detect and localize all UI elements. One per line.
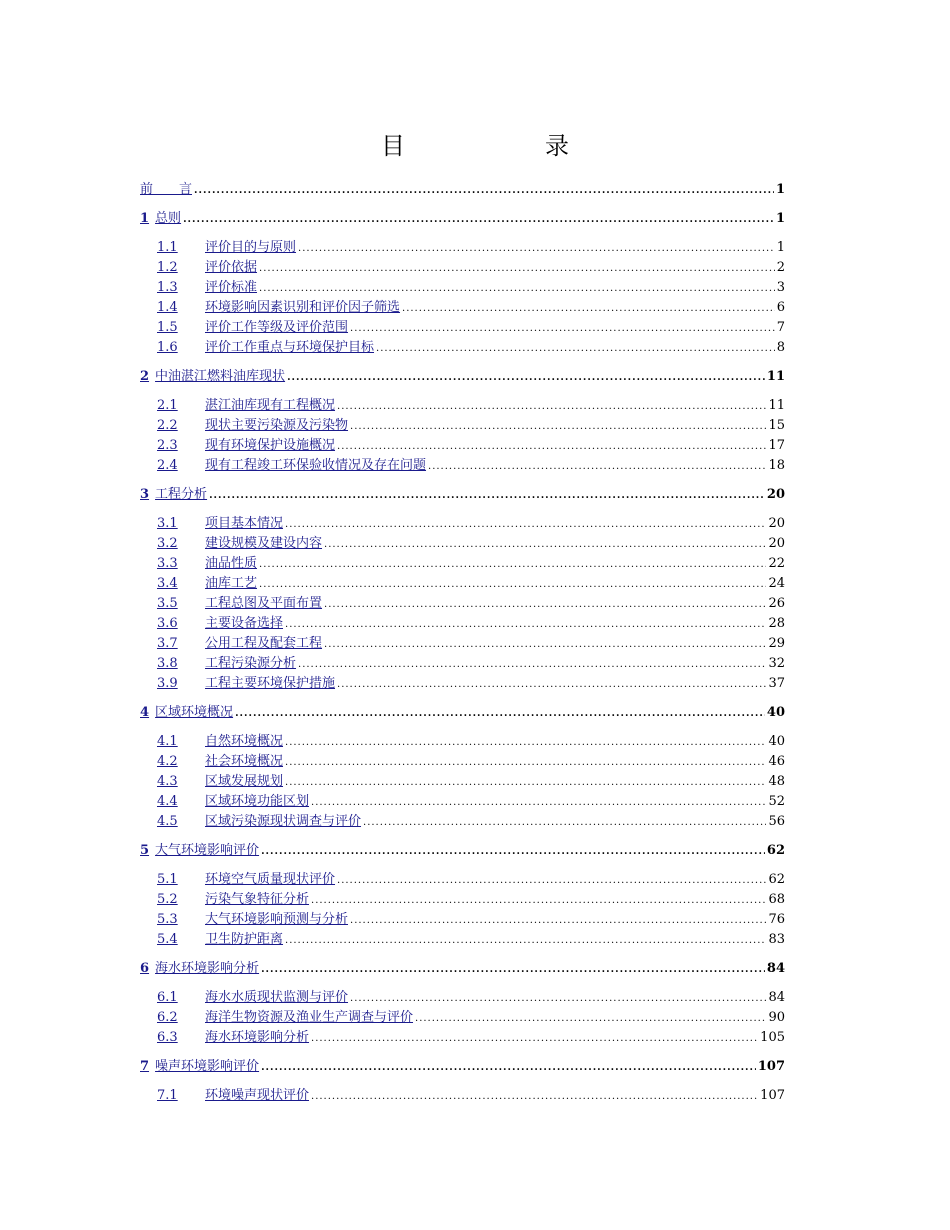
- dot-leader: [235, 704, 765, 724]
- toc-entry-link[interactable]: 大气环境影响评价: [155, 843, 260, 858]
- toc-page-number: 7: [776, 320, 785, 335]
- toc-entry-number[interactable]: 5.3: [157, 912, 178, 927]
- toc-page-number: 1: [776, 240, 785, 255]
- toc-entry-link[interactable]: 区域环境概况: [155, 705, 234, 720]
- toc-entry-number[interactable]: 1.3: [157, 280, 178, 295]
- toc-entry-link[interactable]: 海水水质现状监测与评价: [205, 990, 349, 1005]
- dot-leader: [261, 960, 765, 980]
- toc-section-entry[interactable]: [140, 318, 785, 338]
- toc-entry-number[interactable]: 3.7: [157, 636, 178, 651]
- toc-entry-link[interactable]: 建设规模及建设内容: [205, 536, 323, 551]
- toc-page-number: 8: [776, 340, 785, 355]
- dot-leader: [259, 575, 766, 595]
- dot-leader: [298, 239, 775, 259]
- toc-section-entry[interactable]: [140, 812, 785, 832]
- toc-entry-number[interactable]: 2: [140, 369, 150, 384]
- toc-section-entry[interactable]: [140, 772, 785, 792]
- dot-leader: [209, 486, 765, 506]
- toc-chapter-entry[interactable]: [140, 367, 785, 387]
- toc-entry-number[interactable]: 6.1: [157, 990, 178, 1005]
- toc-entry-link[interactable]: 湛江油库现有工程概况: [205, 398, 336, 413]
- toc-page-number: 48: [768, 774, 785, 789]
- toc-page-number: 1: [775, 182, 785, 197]
- toc-entry-link[interactable]: 总则: [155, 211, 182, 226]
- toc-page-number: 32: [768, 656, 785, 671]
- toc-section-entry[interactable]: [140, 752, 785, 772]
- toc-page-number: 15: [768, 418, 785, 433]
- toc-section-entry[interactable]: [140, 732, 785, 752]
- toc-page-number: 20: [768, 516, 785, 531]
- toc-section-entry[interactable]: [140, 514, 785, 534]
- dot-leader: [311, 891, 766, 911]
- dot-leader: [285, 615, 766, 635]
- toc-section-entry[interactable]: [140, 930, 785, 950]
- toc-entry-link[interactable]: 现状主要污染源及污染物: [205, 418, 349, 433]
- toc-entry-number[interactable]: 4.2: [157, 754, 178, 769]
- toc-entry-link[interactable]: 中油湛江燃料油库现状: [155, 369, 286, 384]
- toc-page-number: 1: [775, 211, 785, 226]
- toc-page-number: 2: [776, 260, 785, 275]
- dot-leader: [261, 842, 765, 862]
- toc-entry-number[interactable]: 3.3: [157, 556, 178, 571]
- toc-entry-number[interactable]: 2.3: [157, 438, 178, 453]
- toc-entry-number[interactable]: 2.2: [157, 418, 178, 433]
- toc-section-entry[interactable]: [140, 910, 785, 930]
- toc-page-number: 3: [776, 280, 785, 295]
- toc-entry-link[interactable]: 噪声环境影响评价: [155, 1059, 260, 1074]
- toc-entry-number[interactable]: 3.8: [157, 656, 178, 671]
- toc-section-entry[interactable]: [140, 338, 785, 358]
- dot-leader: [311, 1029, 758, 1049]
- dot-leader: [337, 871, 766, 891]
- dot-leader: [311, 793, 766, 813]
- toc-section-entry[interactable]: [140, 1028, 785, 1048]
- toc-page-number: 11: [768, 398, 785, 413]
- toc-entry-link[interactable]: 项目基本情况: [205, 516, 284, 531]
- dot-leader: [287, 368, 765, 388]
- toc-entry-link[interactable]: 工程分析: [155, 487, 208, 502]
- table-of-contents: [140, 176, 785, 1106]
- toc-entry-link[interactable]: 评价工作重点与环境保护目标: [205, 340, 375, 355]
- toc-entry-link[interactable]: 工程总图及平面布置: [205, 596, 323, 611]
- toc-chapter-entry[interactable]: [140, 180, 785, 200]
- toc-entry-number[interactable]: 1.2: [157, 260, 178, 275]
- toc-section-entry[interactable]: [140, 792, 785, 812]
- toc-page-number: 62: [766, 843, 785, 858]
- toc-entry-link[interactable]: 油品性质: [205, 556, 258, 571]
- toc-page-number: 40: [766, 705, 785, 720]
- toc-entry-link[interactable]: 评价标准: [205, 280, 258, 295]
- toc-page-number: 11: [766, 369, 785, 384]
- toc-chapter-entry[interactable]: [140, 1057, 785, 1077]
- dot-leader: [183, 210, 774, 230]
- dot-leader: [402, 299, 775, 319]
- toc-page-number: 29: [768, 636, 785, 651]
- toc-entry-number[interactable]: 6: [140, 961, 150, 976]
- toc-entry-link[interactable]: 公用工程及配套工程: [205, 636, 323, 651]
- toc-entry-number[interactable]: 5.4: [157, 932, 178, 947]
- toc-entry-number[interactable]: 3.5: [157, 596, 178, 611]
- toc-section-entry[interactable]: [140, 534, 785, 554]
- dot-leader: [337, 675, 766, 695]
- toc-entry-number[interactable]: 3.9: [157, 676, 178, 691]
- toc-entry-number[interactable]: 5.1: [157, 872, 178, 887]
- toc-page-number: 46: [768, 754, 785, 769]
- toc-entry-link[interactable]: 评价工作等级及评价范围: [205, 320, 349, 335]
- toc-entry-link[interactable]: 污染气象特征分析: [205, 892, 310, 907]
- toc-entry-number[interactable]: 3.2: [157, 536, 178, 551]
- toc-entry-link[interactable]: 社会环境概况: [205, 754, 284, 769]
- toc-entry-link[interactable]: 前 言: [140, 182, 193, 197]
- toc-entry-number[interactable]: 1.4: [157, 300, 178, 315]
- toc-entry-link[interactable]: 区域环境功能区划: [205, 794, 310, 809]
- toc-page-number: 62: [768, 872, 785, 887]
- dot-leader: [261, 1058, 756, 1078]
- dot-leader: [337, 397, 766, 417]
- toc-section-entry[interactable]: [140, 456, 785, 476]
- toc-section-entry[interactable]: [140, 634, 785, 654]
- toc-page-number: 105: [760, 1030, 785, 1045]
- toc-entry-link[interactable]: 主要设备选择: [205, 616, 284, 631]
- toc-entry-link[interactable]: 工程污染源分析: [205, 656, 297, 671]
- dot-leader: [350, 417, 766, 437]
- toc-entry-link[interactable]: 海水环境影响分析: [155, 961, 260, 976]
- toc-section-entry[interactable]: [140, 654, 785, 674]
- toc-chapter-entry[interactable]: [140, 959, 785, 979]
- toc-entry-number[interactable]: 3: [140, 487, 150, 502]
- dot-leader: [285, 733, 766, 753]
- toc-section-entry[interactable]: [140, 674, 785, 694]
- toc-chapter-entry[interactable]: [140, 485, 785, 505]
- toc-entry-number[interactable]: 4.3: [157, 774, 178, 789]
- dot-leader: [324, 635, 766, 655]
- toc-page-number: 6: [776, 300, 785, 315]
- toc-section-entry[interactable]: [140, 890, 785, 910]
- dot-leader: [285, 753, 766, 773]
- toc-page-number: 18: [768, 458, 785, 473]
- toc-page-number: 26: [768, 596, 785, 611]
- toc-page-number: 68: [768, 892, 785, 907]
- toc-section-entry[interactable]: [140, 278, 785, 298]
- toc-section-entry[interactable]: [140, 614, 785, 634]
- toc-page-number: 40: [768, 734, 785, 749]
- toc-entry-number[interactable]: 4.1: [157, 734, 178, 749]
- toc-entry-link[interactable]: 海水环境影响分析: [205, 1030, 310, 1045]
- toc-entry-link[interactable]: 现有工程竣工环保验收情况及存在问题: [205, 458, 427, 473]
- toc-entry-number[interactable]: 3.1: [157, 516, 178, 531]
- dot-leader: [285, 931, 766, 951]
- dot-leader: [194, 181, 774, 201]
- toc-page-number: 52: [768, 794, 785, 809]
- toc-entry-link[interactable]: 海洋生物资源及渔业生产调查与评价: [205, 1010, 414, 1025]
- toc-entry-link[interactable]: 区域污染源现状调查与评价: [205, 814, 362, 829]
- toc-entry-number[interactable]: 5.2: [157, 892, 178, 907]
- toc-entry-number[interactable]: 6.2: [157, 1010, 178, 1025]
- toc-entry-number[interactable]: 6.3: [157, 1030, 178, 1045]
- toc-entry-number[interactable]: 4.5: [157, 814, 178, 829]
- toc-page-number: 37: [768, 676, 785, 691]
- toc-page-number: 17: [768, 438, 785, 453]
- toc-entry-link[interactable]: 环境空气质量现状评价: [205, 872, 336, 887]
- toc-section-entry[interactable]: [140, 416, 785, 436]
- toc-page-number: 90: [768, 1010, 785, 1025]
- toc-section-entry[interactable]: [140, 1086, 785, 1106]
- toc-chapter-entry[interactable]: [140, 841, 785, 861]
- toc-page-number: 56: [768, 814, 785, 829]
- dot-leader: [363, 813, 766, 833]
- toc-chapter-entry[interactable]: [140, 703, 785, 723]
- toc-page-number: 20: [768, 536, 785, 551]
- toc-page-number: 84: [766, 961, 785, 976]
- toc-section-entry[interactable]: [140, 554, 785, 574]
- dot-leader: [428, 457, 766, 477]
- toc-entry-number[interactable]: 1.5: [157, 320, 178, 335]
- toc-chapter-entry[interactable]: [140, 209, 785, 229]
- toc-section-entry[interactable]: [140, 238, 785, 258]
- toc-section-entry[interactable]: [140, 1008, 785, 1028]
- dot-leader: [376, 339, 775, 359]
- toc-page-number: 84: [768, 990, 785, 1005]
- toc-page-number: 107: [757, 1059, 785, 1074]
- toc-section-entry[interactable]: [140, 988, 785, 1008]
- toc-entry-number[interactable]: 7: [140, 1059, 150, 1074]
- dot-leader: [337, 437, 766, 457]
- dot-leader: [324, 535, 766, 555]
- toc-entry-number[interactable]: 1.1: [157, 240, 178, 255]
- toc-entry-number[interactable]: 4.4: [157, 794, 178, 809]
- toc-entry-link[interactable]: 油库工艺: [205, 576, 258, 591]
- toc-section-entry[interactable]: [140, 298, 785, 318]
- dot-leader: [350, 989, 766, 1009]
- dot-leader: [259, 279, 775, 299]
- toc-page-number: 28: [768, 616, 785, 631]
- toc-page-number: 22: [768, 556, 785, 571]
- toc-entry-link[interactable]: 工程主要环境保护措施: [205, 676, 336, 691]
- toc-page-number: 107: [760, 1088, 785, 1103]
- toc-entry-link[interactable]: 评价目的与原则: [205, 240, 297, 255]
- dot-leader: [350, 319, 775, 339]
- toc-entry-number[interactable]: 3.6: [157, 616, 178, 631]
- dot-leader: [259, 555, 766, 575]
- dot-leader: [285, 773, 766, 793]
- dot-leader: [324, 595, 766, 615]
- dot-leader: [311, 1087, 758, 1107]
- toc-entry-number[interactable]: 7.1: [157, 1088, 178, 1103]
- toc-page-number: 83: [768, 932, 785, 947]
- toc-entry-link[interactable]: 评价依据: [205, 260, 258, 275]
- toc-section-entry[interactable]: [140, 258, 785, 278]
- dot-leader: [285, 515, 766, 535]
- toc-entry-number[interactable]: 4: [140, 705, 150, 720]
- toc-entry-number[interactable]: 2.1: [157, 398, 178, 413]
- toc-page-number: 20: [766, 487, 785, 502]
- toc-entry-link[interactable]: 大气环境影响预测与分析: [205, 912, 349, 927]
- toc-entry-number[interactable]: 1.6: [157, 340, 178, 355]
- toc-section-entry[interactable]: [140, 436, 785, 456]
- toc-entry-number[interactable]: 3.4: [157, 576, 178, 591]
- toc-entry-number[interactable]: 1: [140, 211, 150, 226]
- toc-entry-number[interactable]: 5: [140, 843, 150, 858]
- toc-section-entry[interactable]: [140, 870, 785, 890]
- toc-entry-link[interactable]: 现有环境保护设施概况: [205, 438, 336, 453]
- toc-entry-link[interactable]: 卫生防护距离: [205, 932, 284, 947]
- toc-page-number: 76: [768, 912, 785, 927]
- dot-leader: [350, 911, 766, 931]
- dot-leader: [259, 259, 775, 279]
- toc-page-number: 24: [768, 576, 785, 591]
- toc-entry-link[interactable]: 环境噪声现状评价: [205, 1088, 310, 1103]
- toc-entry-link[interactable]: 区域发展规划: [205, 774, 284, 789]
- toc-entry-link[interactable]: 自然环境概况: [205, 734, 284, 749]
- toc-section-entry[interactable]: [140, 574, 785, 594]
- dot-leader: [415, 1009, 766, 1029]
- toc-section-entry[interactable]: [140, 594, 785, 614]
- toc-title: 目 录: [381, 132, 627, 160]
- toc-entry-link[interactable]: 环境影响因素识别和评价因子筛选: [205, 300, 401, 315]
- toc-section-entry[interactable]: [140, 396, 785, 416]
- dot-leader: [298, 655, 766, 675]
- toc-entry-number[interactable]: 2.4: [157, 458, 178, 473]
